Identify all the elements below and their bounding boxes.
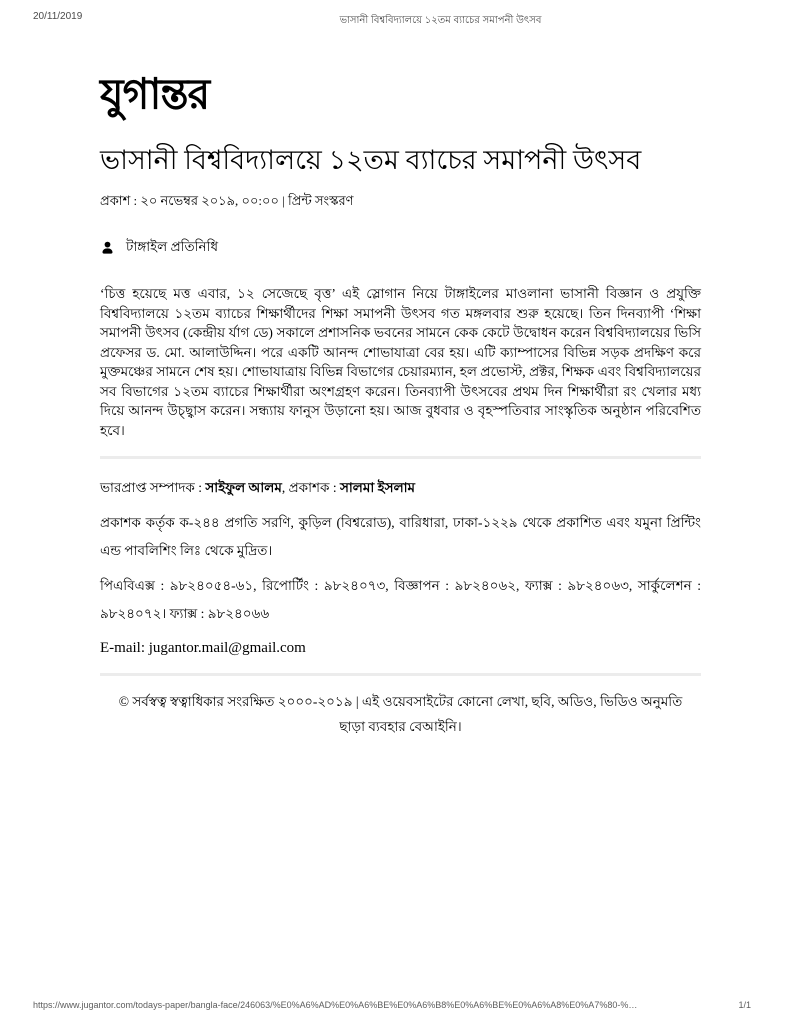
article-page [100,70,701,739]
print-footer-url: https://www.jugantor.com/todays-paper/bangla-face/246063/%E0%A6%AD%E0%A6%BE%E0%A6%B8%E0%A6%BE%E0%A6%A8%E0%A7%80-%… [33,1000,638,1010]
publish-line: প্রকাশ : ২০ নভেম্বর ২০১৯, ০০:০০ | প্রিন্ট সংস্করণ [100,193,354,208]
byline [100,236,701,259]
email-line: E-mail: jugantor.mail@gmail.com [100,640,306,656]
editor-name: সাইফুল আলম [205,480,282,495]
article-body: ‘চিত্ত হয়েছে মত্ত এবার, ১২ সেজেছে বৃত্ত’ এই স্লোগান নিয়ে টাঙ্গাইলের মাওলানা ভাসানী বিজ্ঞান ও প্রযুক্তি বিশ্ববিদ্যালয়ে ১২তম ব্যাচের শিক্ষার্থীদের শিক্ষা সমাপনী উৎসব গত মঙ্গলবার শুরু হয়েছে। তিন দিনব্যাপী ‘শিক্ষা সমাপনী উৎসব (কেন্দ্রীয় র্যাগ ডে) সকালে প্রশাসনিক ভবনের সামনে কেক কেটে উদ্বোধন করেন বিশ্ববিদ্যালয়ের ভিসি প্রফেসর ড. মো. আলাউদ্দিন। পরে একটি আনন্দ শোভাযাত্রা বের হয়। এটি ক্যাম্পাসের বিভিন্ন সড়ক প্রদক্ষিণ করে মুক্তমঞ্চের সামনে শেষ হয়। শোভাযাত্রায় বিভিন্ন বিভাগের চেয়ারম্যান, হল প্রভোস্ট, প্রক্টর, শিক্ষক এবং বিশ্ববিদ্যালয়ের সব বিভাগের ১২তম ব্যাচের শিক্ষার্থীরা অংশগ্রহণ করেন। তিনব্যাপী উৎসবের প্রথম দিন শিক্ষার্থীরা রং খেলার মধ্য দিয়ে আনন্দ উচ্ছ্বাস করেন। সন্ধ্যায় ফানুস উড়ানো হয়। আজ বুধবার ও বৃহস্পতিবার সাংস্কৃতিক অনুষ্ঠান পরিবেশিত হবে। [100,286,701,438]
editor-publisher-line [100,477,701,500]
print-footer [33,1000,751,1010]
publisher-address: প্রকাশক কর্তৃক ক-২৪৪ প্রগতি সরণি, কুড়িল (বিশ্বরোড), বারিধারা, ঢাকা-১২২৯ থেকে প্রকাশিত এবং যমুনা প্রিন্টিং এন্ড পাবলিশিং লিঃ থেকে মুদ্রিত। [100,515,701,558]
jugantor-logo: যুগান্তর [100,70,210,118]
publisher-name: সালমা ইসলাম [339,480,416,495]
print-header [0,11,791,25]
print-header-title: ভাসানী বিশ্ববিদ্যালয়ে ১২তম ব্যাচের সমাপনী উৎসব [339,15,542,26]
print-footer-page-number: 1/1 [738,1000,751,1010]
contact-numbers: পিএবিএক্স : ৯৮২৪০৫৪-৬১, রিপোর্টিং : ৯৮২৪০৭৩, বিজ্ঞাপন : ৯৮২৪০৬২, ফ্যাক্স : ৯৮২৪০৬৩, সার্কুলেশন : ৯৮২৪০৭২। ফ্যাক্স : ৯৮২৪০৬৬ [100,578,701,621]
divider [100,673,701,676]
divider [100,456,701,459]
article-headline: ভাসানী বিশ্ববিদ্যালয়ে ১২তম ব্যাচের সমাপনী উৎসব [100,145,642,175]
print-header-date: 20/11/2019 [33,11,83,22]
copyright-line: © সর্বস্বত্ব স্বত্বাধিকার সংরক্ষিত ২০০০-২০১৯ | এই ওয়েবসাইটের কোনো লেখা, ছবি, অডিও, ভিডিও অনুমতি ছাড়া ব্যবহার বেআইনি। [118,694,683,734]
reporter-person-icon [100,240,115,256]
byline-text: টাঙ্গাইল প্রতিনিধি [126,239,219,254]
editor-label: ভারপ্রাপ্ত সম্পাদক : [100,480,206,495]
publisher-label: , প্রকাশক : [281,480,340,495]
